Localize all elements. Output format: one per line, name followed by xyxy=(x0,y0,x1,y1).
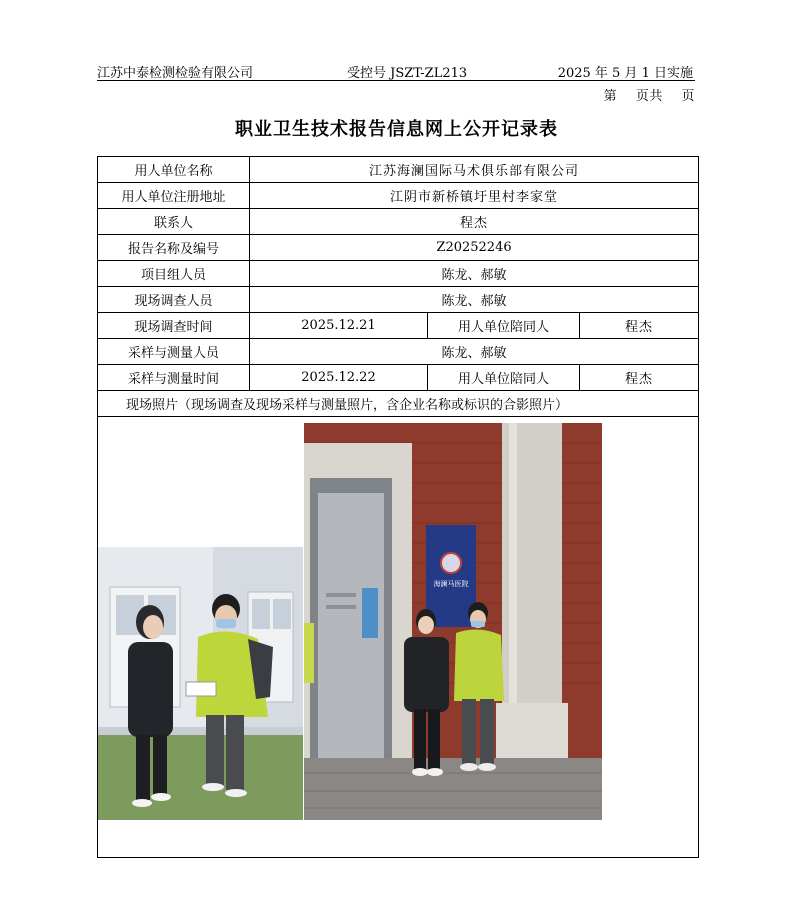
sampling-time-label: 采样与测量时间 xyxy=(98,365,250,391)
escort-label-1: 用人单位陪同人 xyxy=(428,313,580,339)
survey-photo xyxy=(98,547,303,820)
contact-label: 联系人 xyxy=(98,209,250,235)
header-company: 江苏中泰检测检验有限公司 xyxy=(97,66,254,81)
record-form-table xyxy=(97,156,699,858)
sign-text: 海澜马医院 xyxy=(433,580,469,588)
sampling-time-value: 2025.12.22 xyxy=(250,365,428,391)
survey-staff-value: 陈龙、郝敏 xyxy=(250,287,699,313)
row-photos-caption xyxy=(98,391,699,417)
registered-address-value: 江阴市新桥镇圩里村李家堂 xyxy=(250,183,699,209)
escort-label-2: 用人单位陪同人 xyxy=(428,365,580,391)
survey-photo-illustration xyxy=(98,547,303,820)
photos-caption: 现场照片（现场调查及现场采样与测量照片，含企业名称或标识的合影照片） xyxy=(98,391,699,417)
page-label-2: 页共 xyxy=(635,89,663,104)
group-photo-illustration xyxy=(304,423,602,820)
document-header xyxy=(97,62,695,81)
header-effective-date: 2025 年 5 月 1 日实施 xyxy=(557,66,693,81)
row-contact xyxy=(98,209,699,235)
row-survey-staff xyxy=(98,287,699,313)
report-number-value: Z20252246 xyxy=(250,235,699,261)
page-label-3: 页 xyxy=(681,89,695,104)
group-photo xyxy=(304,423,602,820)
row-sampling-time xyxy=(98,365,699,391)
escort-value-1: 程杰 xyxy=(580,313,699,339)
page-number-line xyxy=(590,85,695,104)
contact-value: 程杰 xyxy=(250,209,699,235)
employer-name-value: 江苏海澜国际马术俱乐部有限公司 xyxy=(250,157,699,183)
survey-time-value: 2025.12.21 xyxy=(250,313,428,339)
survey-staff-label: 现场调查人员 xyxy=(98,287,250,313)
team-value: 陈龙、郝敏 xyxy=(250,261,699,287)
report-label: 报告名称及编号 xyxy=(98,235,250,261)
row-employer-name xyxy=(98,157,699,183)
sampling-staff-value: 陈龙、郝敏 xyxy=(250,339,699,365)
row-sampling-staff xyxy=(98,339,699,365)
survey-time-label: 现场调查时间 xyxy=(98,313,250,339)
page-label-1: 第 xyxy=(603,89,618,104)
row-photos xyxy=(98,417,699,858)
escort-value-2: 程杰 xyxy=(580,365,699,391)
row-registered-address xyxy=(98,183,699,209)
employer-name-label: 用人单位名称 xyxy=(98,157,250,183)
photos-cell xyxy=(98,417,699,858)
registered-address-label: 用人单位注册地址 xyxy=(98,183,250,209)
row-report xyxy=(98,235,699,261)
sampling-staff-label: 采样与测量人员 xyxy=(98,339,250,365)
team-label: 项目组人员 xyxy=(98,261,250,287)
row-survey-time xyxy=(98,313,699,339)
header-control-number: 受控号 JSZT-ZL213 xyxy=(347,66,468,81)
page-title: 职业卫生技术报告信息网上公开记录表 xyxy=(235,119,558,140)
row-team xyxy=(98,261,699,287)
